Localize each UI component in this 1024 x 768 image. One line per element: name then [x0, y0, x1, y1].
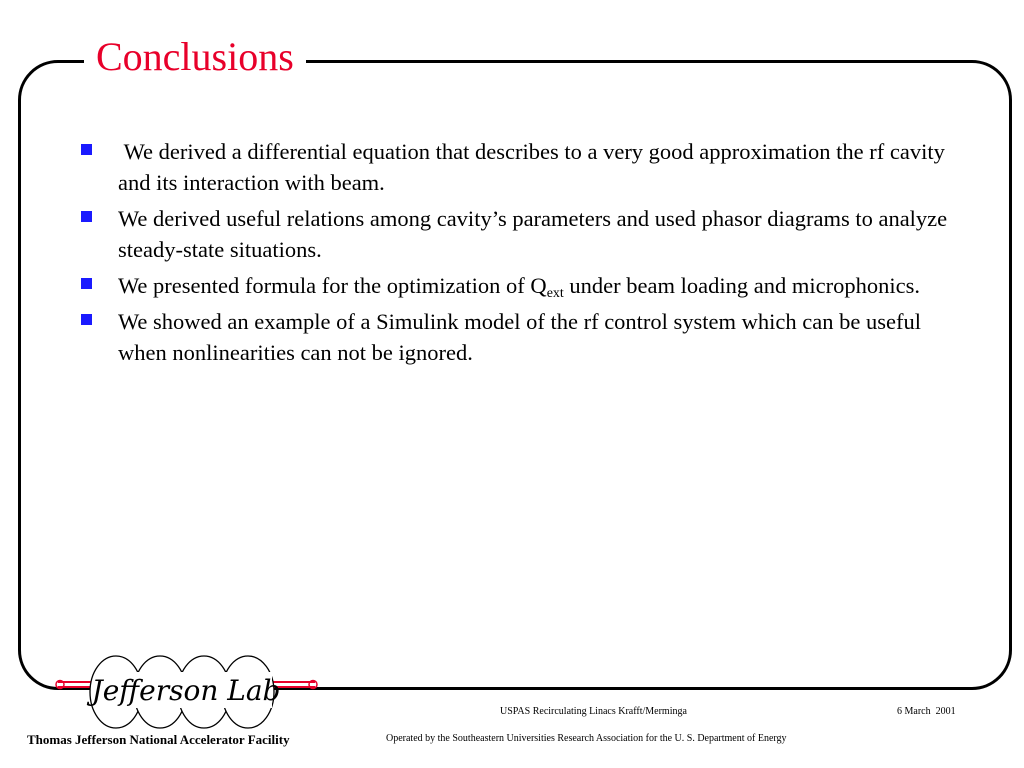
bullet-item: [78, 270, 958, 301]
square-bullet-icon: [81, 211, 92, 222]
footer-course: USPAS Recirculating Linacs Krafft/Merminga: [500, 706, 687, 717]
bullet-list: [78, 136, 958, 373]
bullet-text-before: We presented formula for the optimization of Q: [118, 273, 547, 298]
slide-title: Conclusions: [84, 32, 306, 82]
subscript-ext: ext: [546, 286, 564, 301]
bullet-text: We derived a differential equation that describes to a very good approximation the rf cavity and its interaction with beam.: [118, 139, 951, 195]
square-bullet-icon: [81, 278, 92, 289]
square-bullet-icon: [81, 144, 92, 155]
bullet-text: We derived useful relations among cavity’s parameters and used phasor diagrams to analyze steady-state situations.: [118, 206, 948, 262]
jefferson-lab-logo: [40, 650, 330, 740]
bullet-text-after: under beam loading and microphonics.: [563, 273, 920, 298]
bullet-item: [78, 306, 958, 368]
bullet-item: [78, 136, 958, 198]
organization-name: Thomas Jefferson National Accelerator Facility: [27, 732, 290, 747]
footer-operated-by: Operated by the Southeastern Universities Research Association for the U. S. Department of Energy: [386, 733, 787, 744]
bullet-item: [78, 203, 958, 265]
footer-date: 6 March 2001: [897, 706, 956, 717]
bullet-text: We showed an example of a Simulink model of the rf control system which can be useful when nonlinearities can not be ignored.: [118, 309, 921, 365]
logo-text: Jefferson Lab: [91, 674, 281, 707]
square-bullet-icon: [81, 314, 92, 325]
